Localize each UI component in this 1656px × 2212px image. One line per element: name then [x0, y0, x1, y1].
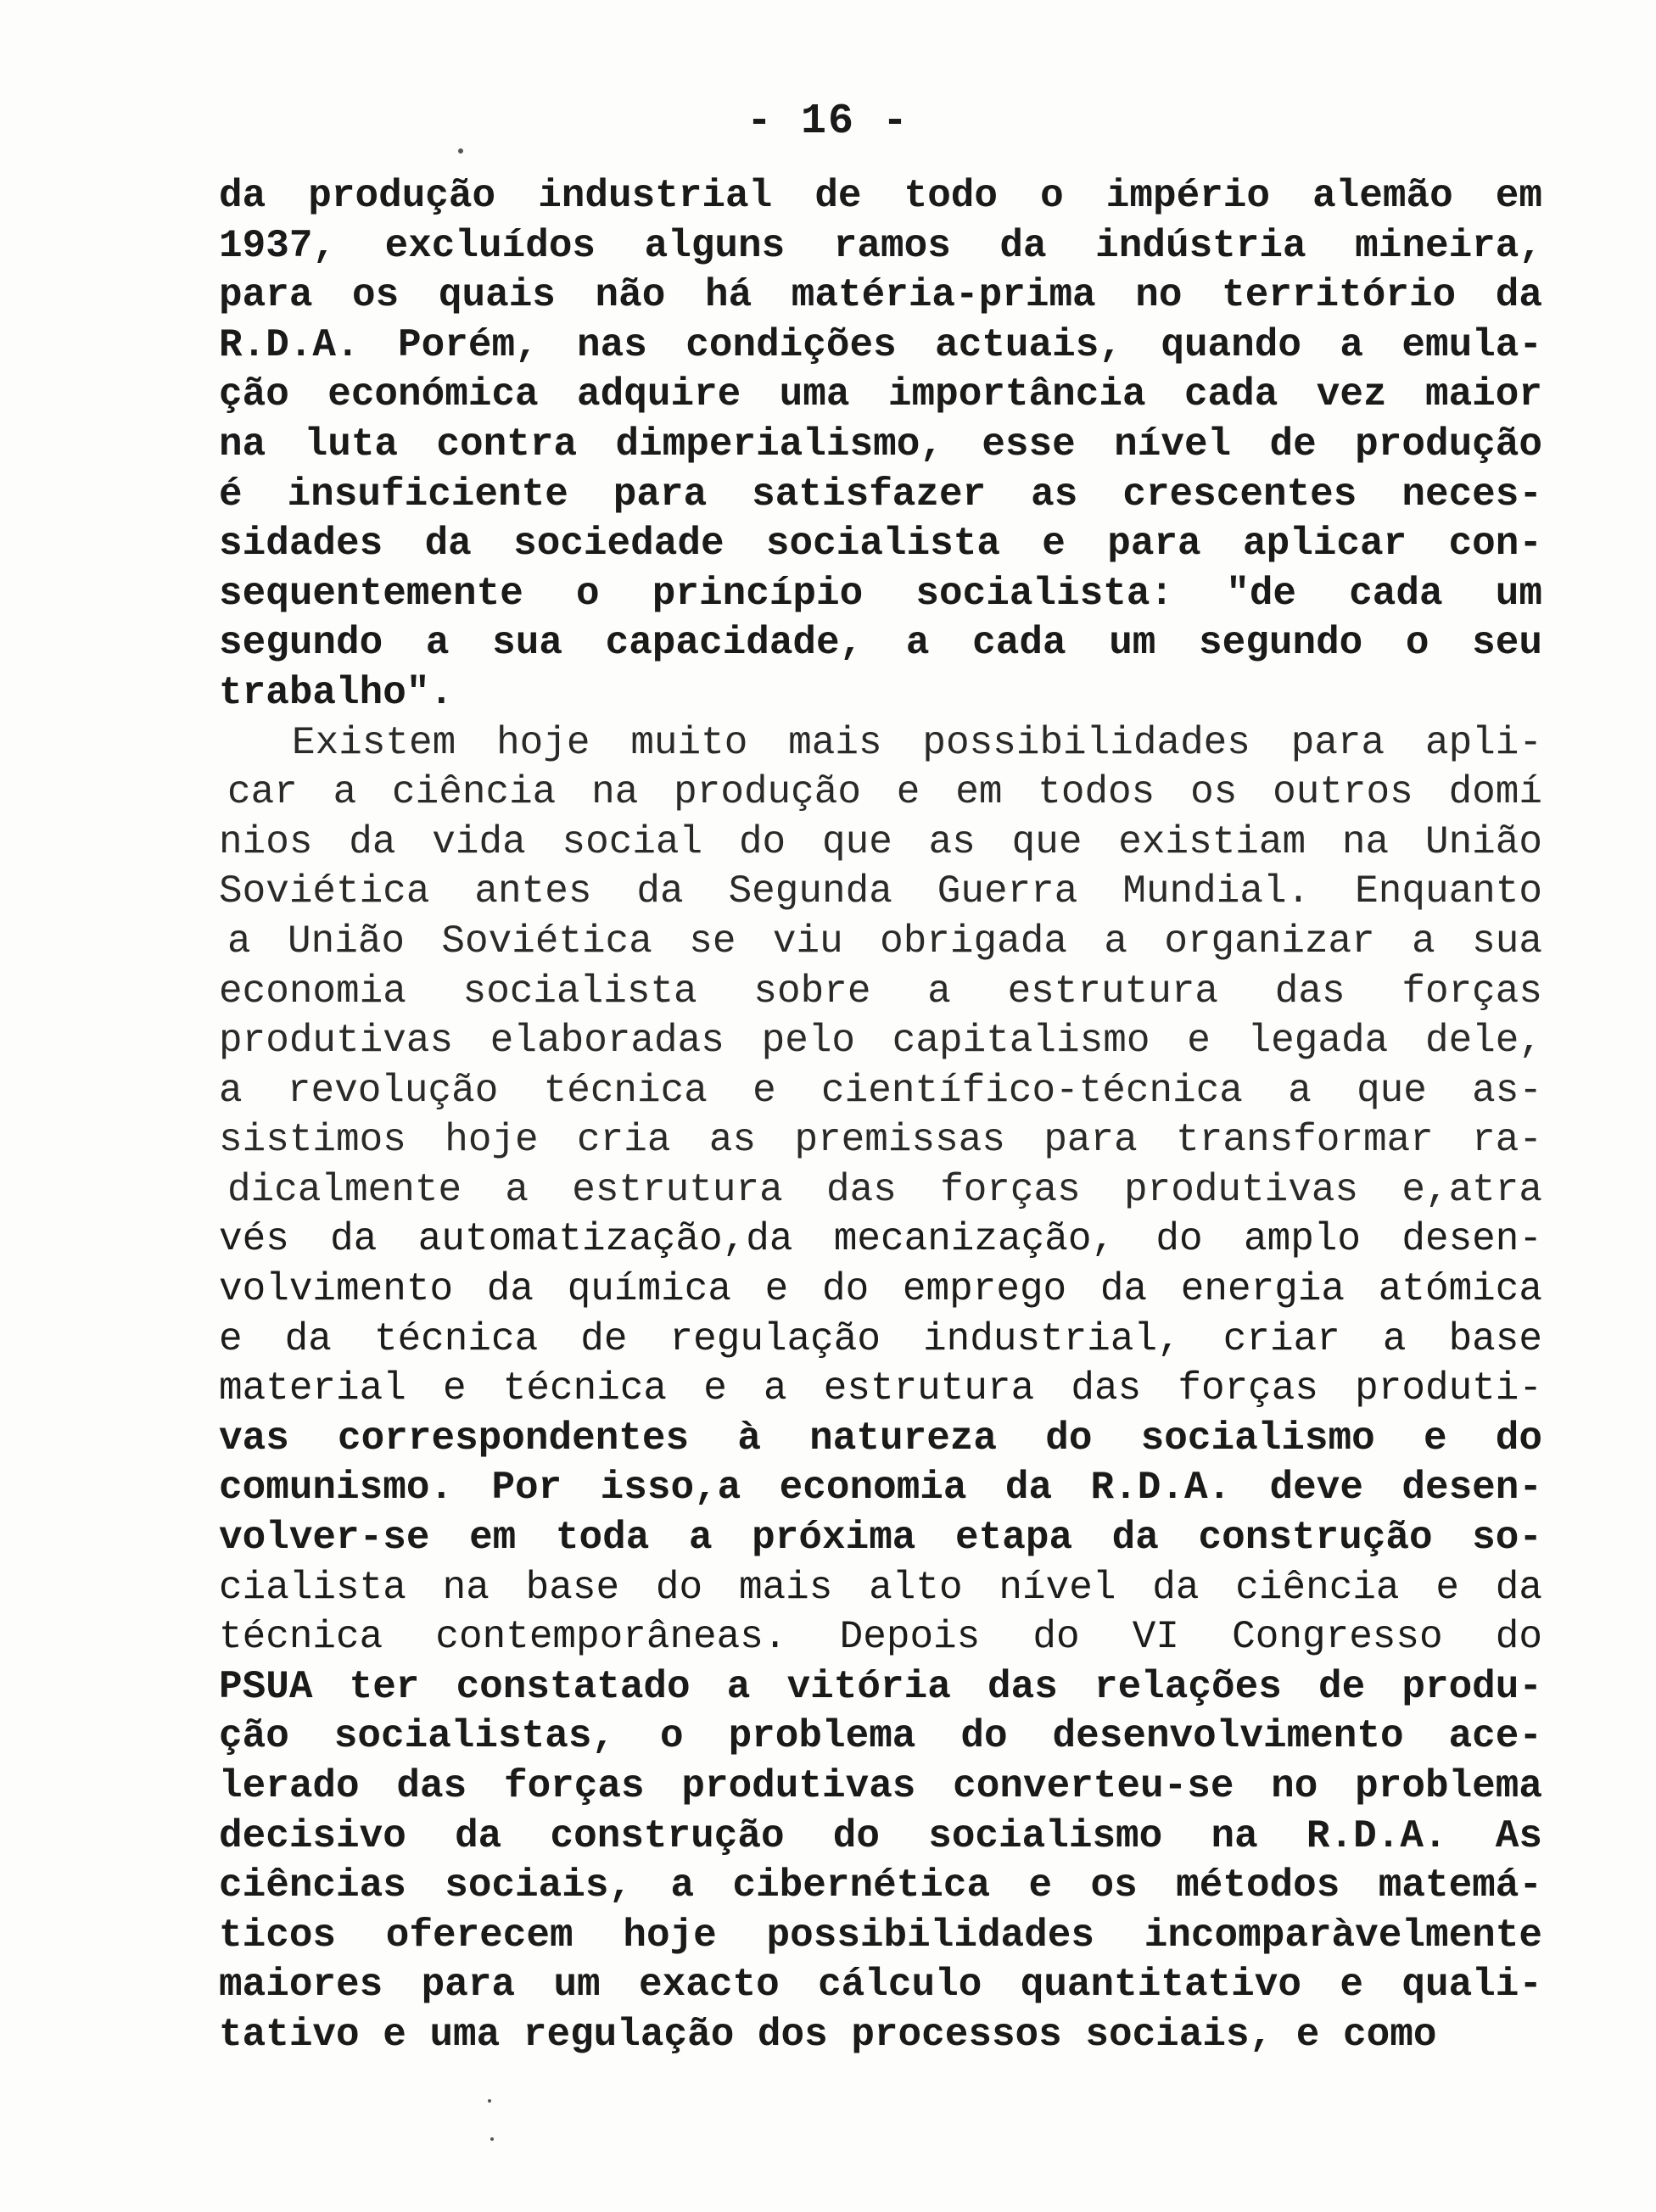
text-line: economia socialista sobre a estrutura das forças — [219, 969, 1542, 1014]
text-line: segundo a sua capacidade, a cada um segundo o seu — [219, 621, 1542, 666]
text-line: para os quais não há matéria-prima no território da — [219, 273, 1542, 318]
scan-speck — [458, 148, 463, 154]
text-line: volver-se em toda a próxima etapa da construção so- — [219, 1516, 1542, 1561]
scan-speck — [488, 2099, 491, 2103]
text-line: produtivas elaboradas pelo capitalismo e legada dele, — [219, 1019, 1542, 1064]
text-line: tativo e uma regulação dos processos sociais, e como — [219, 2012, 1437, 2057]
text-line: comunismo. Por isso,a economia da R.D.A. deve desen- — [219, 1466, 1542, 1511]
text-line: sidades da sociedade socialista e para aplicar con- — [219, 522, 1542, 567]
text-line: dicalmente a estrutura das forças produtivas e,atra — [227, 1167, 1542, 1212]
page-number: - 16 - — [746, 98, 910, 146]
text-line: da produção industrial de todo o império alemão em — [219, 174, 1542, 218]
text-line: nios da vida social do que as que existiam na União — [219, 819, 1542, 864]
text-line: ciências sociais, a cibernética e os métodos matemá- — [219, 1863, 1542, 1908]
text-line: lerado das forças produtivas converteu-se no problema — [219, 1764, 1542, 1808]
text-line: ticos oferecem hoje possibilidades incomparàvelmente — [219, 1913, 1542, 1958]
text-line: sistimos hoje cria as premissas para transformar ra- — [219, 1118, 1542, 1163]
text-line: R.D.A. Porém, nas condições actuais, quando a emula- — [219, 322, 1542, 367]
text-line: na luta contra dimperialismo, esse nível de produção — [219, 422, 1542, 466]
text-line: sequentemente o princípio socialista: "de cada um — [219, 571, 1542, 616]
text-line: volvimento da química e do emprego da energia atómica — [219, 1267, 1542, 1312]
body-text — [219, 171, 1542, 2060]
text-line: ção económica adquire uma importância cada vez maior — [219, 372, 1542, 417]
text-line: maiores para um exacto cálculo quantitativo e quali- — [219, 1963, 1542, 2008]
paragraph-2 — [219, 718, 1542, 2060]
text-line: Existem hoje muito mais possibilidades para apli- — [292, 720, 1542, 765]
text-line: a União Soviética se viu obrigada a organizar a sua — [227, 919, 1542, 964]
text-line: é insuficiente para satisfazer as crescentes neces- — [219, 472, 1542, 517]
text-line: cialista na base do mais alto nível da ciência e da — [219, 1565, 1542, 1610]
text-line: vés da automatização,da mecanização, do amplo desen- — [219, 1217, 1542, 1262]
text-line: PSUA ter constatado a vitória das relações de produ- — [219, 1664, 1542, 1709]
text-line: decisivo da construção do socialismo na R.D.A. As — [219, 1813, 1542, 1858]
text-line: car a ciência na produção e em todos os outros domí — [227, 770, 1542, 815]
text-line: trabalho". — [219, 670, 454, 715]
text-line: vas correspondentes à natureza do socialismo e do — [219, 1416, 1542, 1461]
text-line: material e técnica e a estrutura das forças produti- — [219, 1366, 1542, 1411]
text-line: ção socialistas, o problema do desenvolvimento ace- — [219, 1714, 1542, 1759]
text-line: a revolução técnica e científico-técnica a que as- — [219, 1068, 1542, 1113]
paragraph-1 — [219, 171, 1542, 718]
text-line: 1937, excluídos alguns ramos da indústria mineira, — [219, 223, 1542, 268]
text-line: e da técnica de regulação industrial, criar a base — [219, 1316, 1542, 1361]
text-line: Soviética antes da Segunda Guerra Mundial. Enquanto — [219, 869, 1542, 914]
text-line: técnica contemporâneas. Depois do VI Congresso do — [219, 1615, 1542, 1660]
scan-speck — [490, 2137, 494, 2141]
